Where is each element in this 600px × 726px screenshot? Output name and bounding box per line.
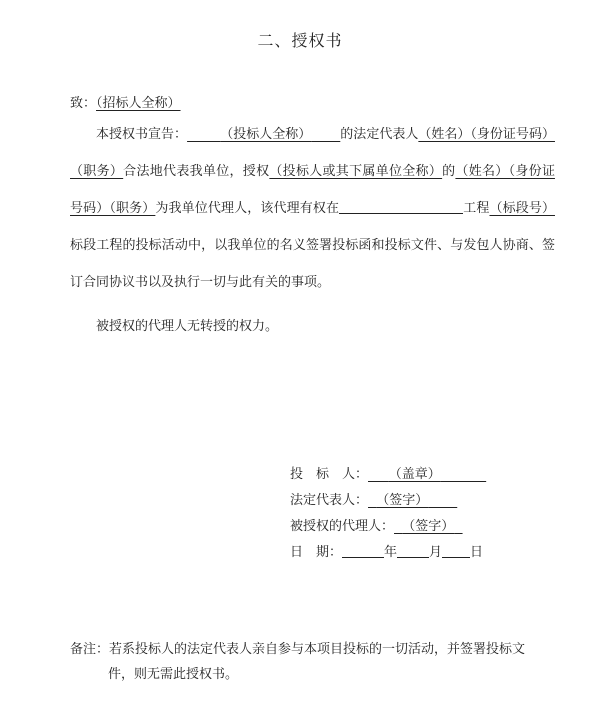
- date-label: 日 期：: [290, 545, 343, 560]
- declaration-text: 本授权书宣告：: [96, 127, 188, 142]
- bidder-seal-row: [290, 462, 486, 488]
- recipient-placeholder: （招标人全称）: [96, 96, 181, 111]
- agent-signature-label: 被授权的代理人：: [290, 519, 395, 534]
- month-text: 月: [429, 545, 443, 560]
- of-text: 的: [442, 164, 456, 179]
- recipient-label: 致：: [70, 96, 97, 111]
- project-name-blank: [339, 199, 463, 214]
- no-sub-authorization-paragraph: 被授权的代理人无转授的权力。: [96, 319, 279, 334]
- legal-rep-signature-label: 法定代表人：: [290, 493, 369, 508]
- remark-line-1: 备注：若系投标人的法定代表人亲自参与本项目投标的一切活动，并签署投标文: [70, 642, 526, 657]
- scope-text: 标段工程的投标活动中，以我单位的名义签署投标函和投标文件、与发包人协商、签订合同协议书以及执行一切与此有关的事项。: [70, 238, 555, 290]
- legal-rep-placeholder: （姓名）（身份证号码）（职务）: [70, 127, 555, 179]
- page-title: 二、授权书: [257, 31, 343, 50]
- unit-name-placeholder: （投标人或其下属单位全称）: [269, 164, 443, 179]
- remark-line-2: 件，则无需此授权书。: [108, 667, 239, 682]
- year-blank: [342, 543, 384, 558]
- legal-rep-signature-placeholder: （签字）: [376, 493, 429, 508]
- bidder-name-placeholder: （投标人全称）: [220, 127, 312, 142]
- agent-signature-placeholder: （签字）: [402, 519, 455, 534]
- project-text: 工程: [463, 201, 490, 216]
- year-text: 年: [384, 545, 398, 560]
- legal-rep-signature-row: [290, 488, 486, 514]
- authorization-paragraph: [70, 116, 555, 301]
- signature-block: [290, 462, 486, 566]
- authorize-text: 合法地代表我单位，授权: [123, 164, 270, 179]
- legal-rep-text: 的法定代表人: [340, 127, 419, 142]
- date-row: [290, 540, 486, 566]
- bidder-seal-placeholder: （盖章）: [388, 467, 441, 482]
- section-number-placeholder: （标段号）: [489, 201, 555, 216]
- day-text: 日: [470, 545, 484, 560]
- month-blank: [397, 543, 429, 558]
- recipient-line: [70, 92, 181, 111]
- bidder-seal-label: 投 标 人：: [290, 467, 369, 482]
- agent-info-placeholder: （姓名）（身份证号码）（职务）: [70, 164, 555, 216]
- agent-signature-row: [290, 514, 486, 540]
- day-blank: [442, 543, 470, 558]
- agent-scope-text: 为我单位代理人，该代理有权在: [155, 201, 340, 216]
- remark: [70, 637, 550, 687]
